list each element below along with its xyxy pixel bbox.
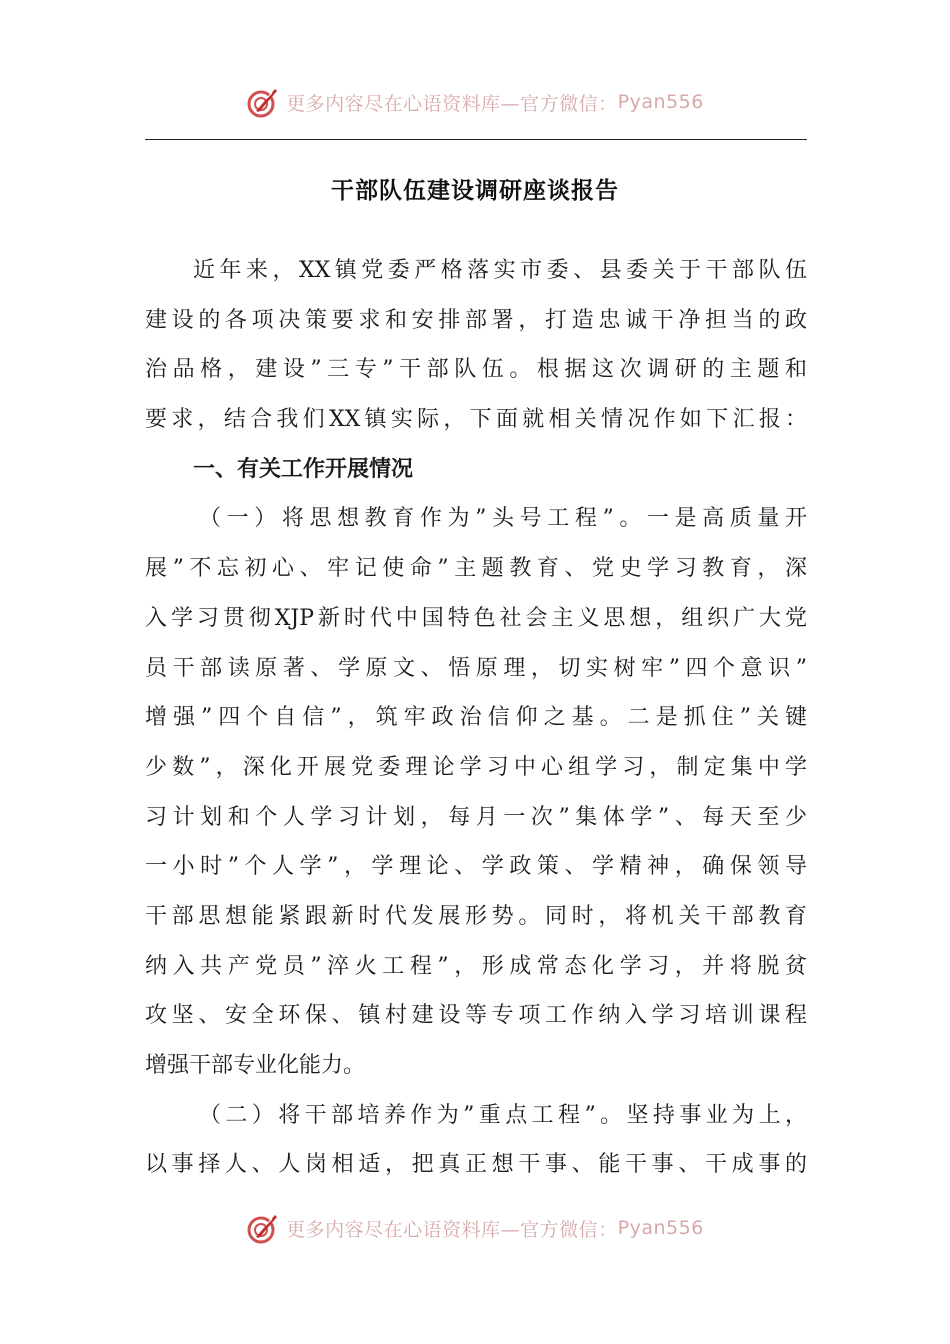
paragraph-line: 纳入共产党员”淬火工程”，形成常态化学习，并将脱贫 [145,953,807,979]
watermark-text: 更多内容尽在心语资料库—官方微信： [286,92,618,115]
paragraph-line: 攻坚、安全环保、镇村建设等专项工作纳入学习培训课程 [145,1003,807,1029]
document-title: 干部队伍建设调研座谈报告 [331,178,619,204]
watermark-wechat-id: Pyan556 [617,91,704,113]
watermark-footer [0,1208,950,1248]
paragraph-line: （二）将干部培养作为”重点工程”。坚持事业为上， [199,1102,807,1128]
paragraph-line: 少数”，深化开展党委理论学习中心组学习，制定集中学 [145,754,807,780]
paragraph-line: 入学习贯彻XJP新时代中国特色社会主义思想，组织广大党 [145,605,807,631]
document-body [145,246,807,1190]
paragraph-line: 增强”四个自信”，筑牢政治信仰之基。二是抓住”关键 [145,705,807,731]
paragraph-line: 治品格，建设”三专”干部队伍。根据这次调研的主题和 [145,357,807,383]
paragraph-line: 以事择人、人岗相适，把真正想干事、能干事、干成事的 [145,1152,807,1178]
watermark-header [0,82,950,122]
paragraph-line: 展”不忘初心、牢记使命”主题教育、党史学习教育，深 [145,556,807,582]
paragraph-line: 员干部读原著、学原文、悟原理，切实树牢”四个意识” [145,655,807,681]
paragraph-line: 一小时”个人学”，学理论、学政策、学精神，确保领导 [145,854,807,880]
watermark-text: 更多内容尽在心语资料库—官方微信： [286,1218,618,1241]
paragraph-line: 近年来，XX镇党委严格落实市委、县委关于干部队伍 [193,258,807,283]
paragraph-line: 建设的各项决策要求和安排部署，打造忠诚干净担当的政 [145,307,807,333]
paragraph-line: 增强干部专业化能力。 [145,1053,366,1078]
paragraph-line: 要求，结合我们XX镇实际，下面就相关情况作如下汇报： [145,407,807,433]
header-divider [145,139,807,140]
section-heading: 一、有关工作开展情况 [193,456,414,482]
quill-logo-icon [246,85,280,119]
paragraph-line: 干部思想能紧跟新时代发展形势。同时，将机关干部教育 [145,903,807,929]
paragraph-line: （一）将思想教育作为”头号工程”。一是高质量开 [199,506,807,532]
watermark-wechat-id: Pyan556 [617,1217,704,1239]
paragraph-line: 习计划和个人学习计划，每月一次”集体学”、每天至少 [145,804,807,830]
quill-logo-icon [246,1211,280,1245]
